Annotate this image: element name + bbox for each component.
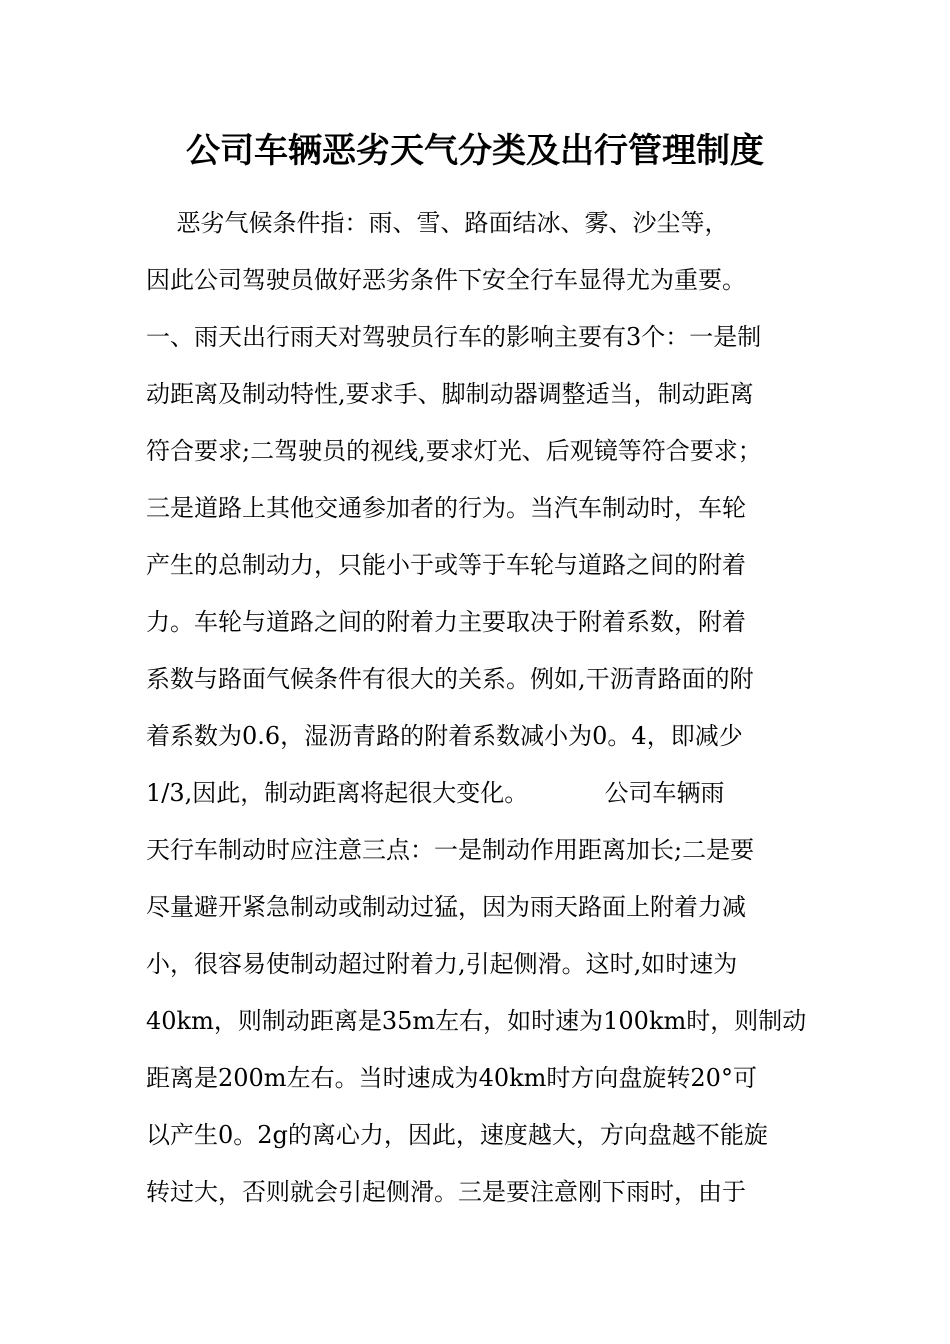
body-line: 小，很容易使制动超过附着力,引起侧滑。这时,如时速为 [146, 950, 738, 978]
body-line: 尽量避开紧急制动或制动过猛，因为雨天路面上附着力减 [146, 893, 746, 921]
body-line: 产生的总制动力，只能小于或等于车轮与道路之间的附着 [146, 551, 746, 579]
body-line: 符合要求;二驾驶员的视线,要求灯光、后观镜等符合要求； [146, 437, 762, 465]
body-line: 1/3,因此，制动距离将起很大变化。 公司车辆雨 [146, 779, 725, 807]
document-title: 公司车辆恶劣天气分类及出行管理制度 [186, 131, 764, 171]
body-line: 恶劣气候条件指：雨、雪、路面结冰、雾、沙尘等， [146, 209, 729, 237]
body-line: 转过大，否则就会引起侧滑。三是要注意刚下雨时，由于 [146, 1178, 746, 1206]
body-line: 40km，则制动距离是35m左右，如时速为100km时，则制动 [146, 1007, 807, 1035]
body-line: 着系数为0.6，湿沥青路的附着系数减小为0。4，即减少 [146, 722, 743, 750]
document-body [146, 205, 826, 1231]
body-line: 一、雨天出行雨天对驾驶员行车的影响主要有3个：一是制 [146, 323, 762, 351]
body-line: 系数与路面气候条件有很大的关系。例如,干沥青路面的附 [146, 665, 754, 693]
body-line: 力。车轮与道路之间的附着力主要取决于附着系数，附着 [146, 608, 746, 636]
body-line: 因此公司驾驶员做好恶劣条件下安全行车显得尤为重要。 [146, 266, 746, 294]
body-line: 动距离及制动特性,要求手、脚制动器调整适当，制动距离 [146, 380, 754, 408]
body-line: 距离是200m左右。当时速成为40km时方向盘旋转20°可 [146, 1064, 757, 1092]
body-line: 三是道路上其他交通参加者的行为。当汽车制动时，车轮 [146, 494, 746, 522]
body-line: 天行车制动时应注意三点：一是制动作用距离加长;二是要 [146, 836, 755, 864]
body-line: 以产生0。2g的离心力，因此，速度越大，方向盘越不能旋 [146, 1121, 768, 1149]
